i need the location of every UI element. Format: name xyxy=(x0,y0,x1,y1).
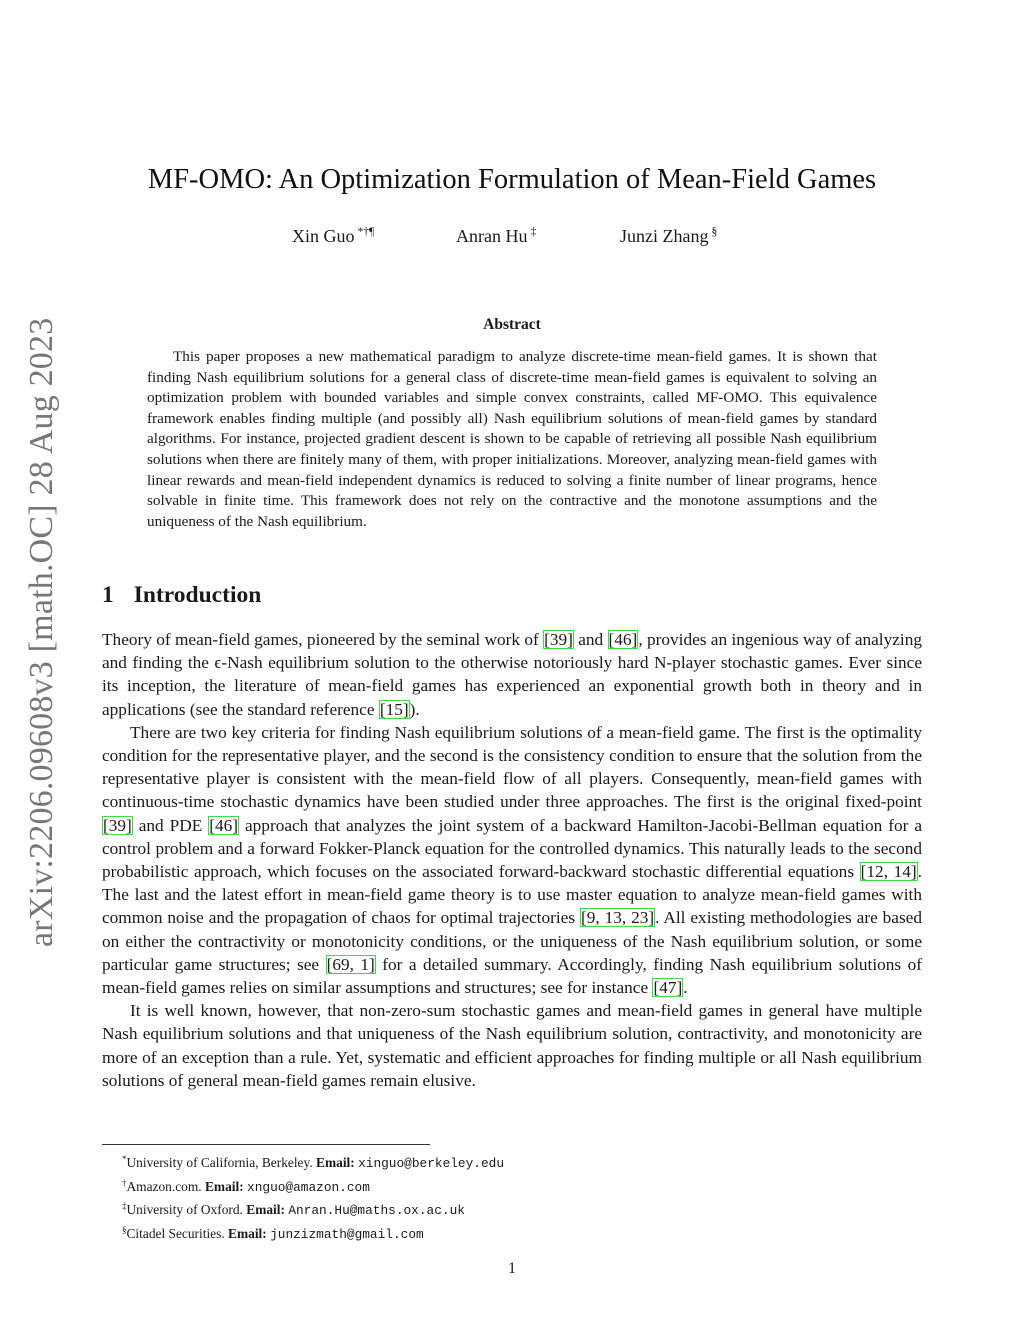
footnote-email-label: Email: xyxy=(228,1226,267,1242)
paragraph-text: , provides an ingenious way of analyzing and finding the ϵ-Nash equilibrium solution to the otherwise notoriously hard N-player stochastic games. Ever since its inception, the literature of mean-field games has experienced an exponential growth both in theory and in applications (see the standard reference xyxy=(102,630,922,719)
abstract-heading: Abstract xyxy=(483,316,541,333)
footnote-affiliation: University of Oxford. xyxy=(126,1202,243,1218)
paragraph-text: . xyxy=(683,978,688,998)
citation-link[interactable]: [46] xyxy=(209,815,239,835)
paragraph-text: It is well known, however, that non-zero-sum stochastic games and mean-field games in general have multiple Nash equilibrium solutions and that uniqueness of the Nash equilibrium solution, contractivity, and monotonicity are more of an exception than a rule. Yet, systematic and efficient approaches for finding multiple or all Nash equilibrium solutions of general mean-field games remain elusive. xyxy=(102,1001,922,1090)
footnote-mark: ‡ xyxy=(122,1201,127,1212)
paper-title: MF-OMO: An Optimization Formulation of Mean-Field Games xyxy=(147,164,877,195)
paragraph-text: and PDE xyxy=(132,815,209,835)
author-affiliation-marks: *†¶ xyxy=(357,226,375,238)
footnote xyxy=(102,1197,922,1221)
author-name: Junzi Zhang xyxy=(620,226,709,246)
author-name: Xin Guo xyxy=(292,226,355,246)
arxiv-identifier-stamp[interactable]: arXiv:2206.09608v3 [math.OC] 28 Aug 2023 xyxy=(23,317,60,947)
section-title: Introduction xyxy=(133,582,262,608)
footnote-email[interactable]: Anran.Hu@maths.ox.ac.uk xyxy=(288,1203,465,1219)
section-number: 1 xyxy=(102,582,114,608)
footnote-mark: * xyxy=(122,1154,127,1164)
footnote-affiliation: University of California, Berkeley. xyxy=(126,1155,313,1170)
body-paragraph xyxy=(102,721,922,999)
page-number: 1 xyxy=(508,1260,516,1277)
author-affiliation-marks: ‡ xyxy=(530,226,537,238)
author-list xyxy=(0,226,1024,256)
paragraph-text: approach that analyzes the joint system of a backward Hamilton-Jacobi-Bellman equation for a control problem and a forward Fokker-Planck equation for the controlled dynamics. This naturally leads to the second probabilistic approach, which focuses on the associated forward-backward stochastic differential equations xyxy=(102,815,922,882)
footnote-mark: § xyxy=(122,1225,127,1236)
section-heading-introduction xyxy=(102,582,261,609)
citation-link[interactable]: [47] xyxy=(653,978,683,998)
abstract-text: This paper proposes a new mathematical paradigm to analyze discrete-time mean-field games. It is shown that finding Nash equilibrium solutions for a general class of discrete-time mean-field games is equivalent to solving an optimization problem with bounded variables and simple convex constraints, called MF-OMO. This equivalence framework enables finding multiple (and possibly all) Nash equilibrium solutions of mean-field games by standard algorithms. For instance, projected gradient descent is shown to be capable of retrieving all possible Nash equilibrium solutions when there are finitely many of them, with proper initializations. Moreover, analyzing mean-field games with linear rewards and mean-field independent dynamics is reduced to solving a finite number of linear programs, hence solvable in finite time. This framework does not rely on the contractive and the monotone assumptions and the uniqueness of the Nash equilibrium. xyxy=(147,348,877,530)
author-junzi-zhang xyxy=(620,226,717,247)
author-xin-guo xyxy=(292,226,374,247)
paragraph-text: There are two key criteria for finding Nash equilibrium solutions of a mean-field game. The first is the optimality condition for the representative player, and the second is the consistency condition to ensure that the solution from the representative player is consistent with the mean-field flow of all players. Consequently, mean-field games with continuous-time stochastic dynamics have been studied under three approaches. The first is the original fixed-point xyxy=(102,722,922,812)
author-affiliation-marks: § xyxy=(711,226,718,238)
footnote xyxy=(102,1174,922,1198)
citation-link[interactable]: [46] xyxy=(608,630,638,649)
footnote-mark: † xyxy=(122,1177,127,1188)
footnote-email[interactable]: xnguo@amazon.com xyxy=(247,1179,370,1195)
footnote-email-label: Email: xyxy=(316,1155,355,1170)
body-paragraph xyxy=(102,999,922,1092)
citation-link[interactable]: [39] xyxy=(103,815,132,835)
footnote xyxy=(102,1150,922,1174)
footnote-email-label: Email: xyxy=(204,1178,244,1194)
citation-link[interactable]: [15] xyxy=(379,699,409,719)
footnote-divider xyxy=(102,1144,430,1145)
footnote xyxy=(102,1221,922,1245)
footnotes xyxy=(102,1150,922,1245)
paragraph-text: for a detailed summary. Accordingly, finding Nash equilibrium solutions of mean-field games relies on similar assumptions and structures; see for instance xyxy=(102,954,923,998)
paragraph-text: . The last and the latest effort in mean-field game theory is to use master equation to analyze mean-field games with common noise and the propagation of chaos for optimal trajectories xyxy=(102,862,922,928)
citation-link[interactable]: [69, 1] xyxy=(326,954,375,974)
author-name: Anran Hu xyxy=(456,226,528,246)
paragraph-text: and xyxy=(573,630,608,649)
footnote-affiliation: Amazon.com. xyxy=(126,1178,202,1194)
footnote-email-label: Email: xyxy=(246,1202,285,1218)
footnote-affiliation: Citadel Securities. xyxy=(126,1226,225,1242)
footnote-email[interactable]: junzizmath@gmail.com xyxy=(270,1227,424,1243)
citation-link[interactable]: [12, 14] xyxy=(860,862,917,882)
body-paragraph xyxy=(102,628,922,721)
footnote-email[interactable]: xinguo@berkeley.edu xyxy=(358,1156,505,1171)
paragraph-text: Theory of mean-field games, pioneered by the seminal work of xyxy=(102,630,544,649)
author-anran-hu xyxy=(456,226,536,247)
paragraph-text: . All existing methodologies are based on either the contractivity or monotonicity conditions, or the uniqueness of the Nash equilibrium solution, or some particular game structures; see xyxy=(102,908,922,974)
citation-link[interactable]: [39] xyxy=(544,630,573,649)
paragraph-text: ). xyxy=(409,699,420,719)
introduction-body xyxy=(102,628,922,1092)
citation-link[interactable]: [9, 13, 23] xyxy=(580,908,655,928)
